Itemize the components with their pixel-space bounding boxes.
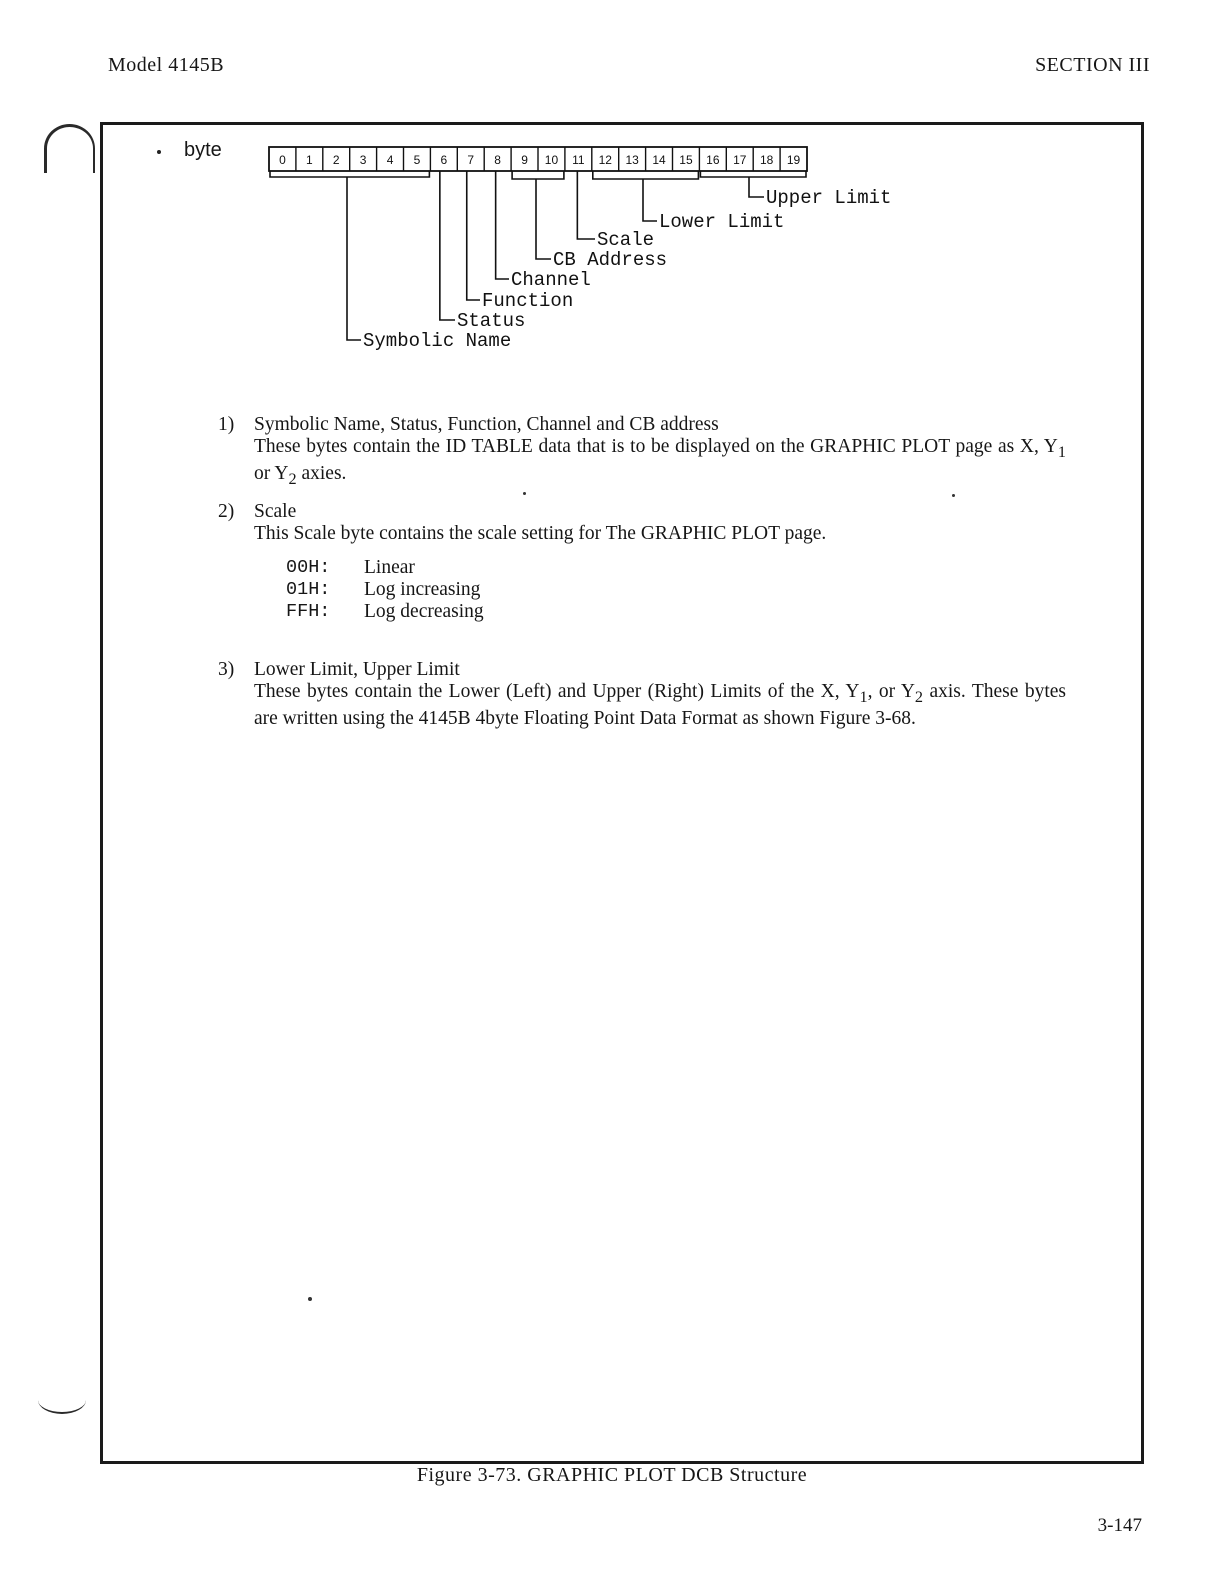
scale-code-row xyxy=(254,601,1066,623)
leader-line xyxy=(577,171,595,239)
label-function: Function xyxy=(482,290,574,312)
label-cb-address: CB Address xyxy=(553,249,668,271)
label-lower-limit: Lower Limit xyxy=(659,211,785,233)
byte-cell-6: 6 xyxy=(440,153,448,167)
scale-meaning: Log decreasing xyxy=(364,601,484,622)
scale-meaning: Linear xyxy=(364,557,415,578)
byte-cell-14: 14 xyxy=(652,153,666,167)
punch-hole-mark xyxy=(38,1386,86,1414)
item-2-body: This Scale byte contains the scale setting for The GRAPHIC PLOT page. xyxy=(254,523,827,544)
byte-cell-16: 16 xyxy=(706,153,720,167)
item-2-title: Scale xyxy=(254,501,297,522)
scan-speck xyxy=(523,492,526,495)
byte-cell-7: 7 xyxy=(467,153,475,167)
leader-line xyxy=(496,171,509,279)
item-3-body: These bytes contain the Lower (Left) and Upper (Right) Limits of the X, $Y_1$, or $Y_2$ axis. These bytes are written using the 4145B 4byte Floating Point Data Format as shown Figure 3-68. xyxy=(254,681,1066,729)
leader-line xyxy=(440,171,455,320)
item-1-title: Symbolic Name, Status, Function, Channel and CB address xyxy=(254,414,719,435)
byte-cell-1: 1 xyxy=(306,153,313,167)
item-1-body: These bytes contain the ID TABLE data that is to be displayed on the GRAPHIC PLOT page as X, $Y_1$ or $Y_2$ axies. xyxy=(254,436,1066,488)
byte-cell-19: 19 xyxy=(786,153,801,167)
byte-cell-18: 18 xyxy=(759,153,774,167)
byte-cell-5: 5 xyxy=(413,153,421,167)
byte-structure-diagram xyxy=(0,0,1224,380)
byte-cells xyxy=(269,147,807,171)
scale-code: FFH: xyxy=(286,601,331,622)
leader-line xyxy=(643,179,657,221)
byte-cell-9: 9 xyxy=(521,153,528,167)
header-section: SECTION III xyxy=(1035,54,1150,76)
byte-cell-0: 0 xyxy=(279,153,286,167)
byte-cell-3: 3 xyxy=(359,153,367,167)
byte-cell-12: 12 xyxy=(598,153,612,167)
leader-line xyxy=(749,177,764,197)
item-3-title: Lower Limit, Upper Limit xyxy=(254,659,460,680)
page-number: 3-147 xyxy=(1097,1515,1142,1536)
field-bracket xyxy=(593,171,699,179)
field-bracket xyxy=(512,171,564,179)
scan-speck xyxy=(952,494,955,497)
byte-cell-17: 17 xyxy=(733,153,747,167)
leader-line xyxy=(347,177,361,340)
byte-cell-4: 4 xyxy=(386,153,394,167)
label-channel: Channel xyxy=(511,269,591,291)
scale-code-row xyxy=(254,557,1066,579)
field-brackets xyxy=(270,171,806,179)
item-3-number: 3) xyxy=(218,659,235,680)
item-1-number: 1) xyxy=(218,414,235,435)
byte-label: byte xyxy=(184,139,222,161)
item-3 xyxy=(218,659,1066,730)
label-symbolic-name: Symbolic Name xyxy=(363,330,512,352)
byte-cell-2: 2 xyxy=(332,153,340,167)
byte-cell-13: 13 xyxy=(625,153,639,167)
leader-line xyxy=(536,179,551,259)
item-2-number: 2) xyxy=(218,501,235,522)
scale-code-row xyxy=(254,579,1066,601)
byte-cell-10: 10 xyxy=(544,153,559,167)
byte-cell-11: 11 xyxy=(572,153,585,167)
label-status: Status xyxy=(457,310,526,332)
label-upper-limit: Upper Limit xyxy=(766,187,892,209)
scale-code: 01H: xyxy=(286,579,331,600)
item-2 xyxy=(218,501,1066,623)
item-1 xyxy=(218,414,1066,490)
label-scale: Scale xyxy=(597,229,655,251)
field-labels xyxy=(363,187,891,352)
byte-cell-15: 15 xyxy=(679,153,693,167)
leader-line xyxy=(467,171,480,300)
header-model: Model 4145B xyxy=(108,54,225,76)
scale-meaning: Log increasing xyxy=(364,579,481,600)
scale-code-list xyxy=(254,557,1066,623)
scan-speck xyxy=(308,1297,312,1301)
figure-caption: Figure 3-73. GRAPHIC PLOT DCB Structure xyxy=(416,1464,808,1486)
byte-cell-8: 8 xyxy=(494,153,501,167)
scale-code: 00H: xyxy=(286,557,331,578)
